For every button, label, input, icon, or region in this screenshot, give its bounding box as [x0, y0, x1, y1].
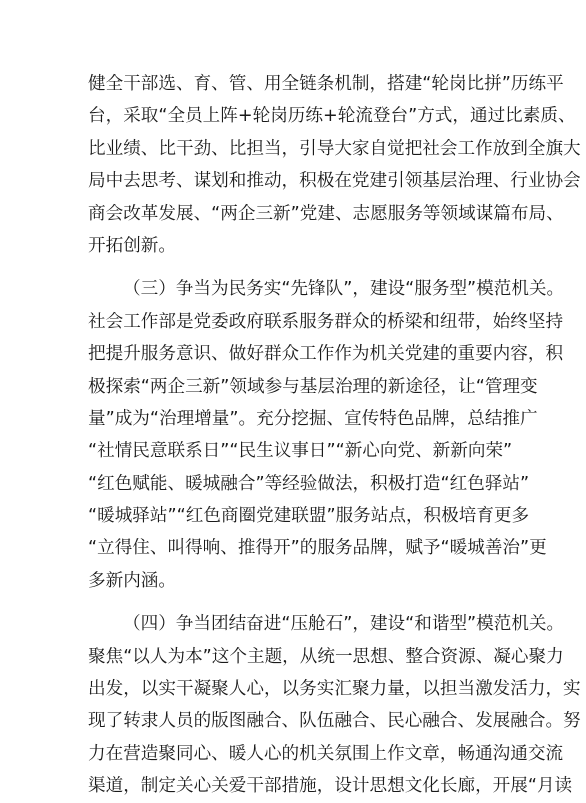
text-line: 极探索“两企三新”领域参与基层治理的新途径，让“管理变: [88, 376, 538, 397]
text-line: 局中去思考、谋划和推动，积极在党建引领基层治理、行业协会: [88, 171, 581, 192]
text-line: 力在营造聚同心、暖人心的机关氛围上作文章，畅通沟通交流: [88, 743, 564, 764]
section-heading-line: （三）争当为民务实“先锋队”，建设“服务型”模范机关。: [123, 279, 565, 300]
paragraph-3: [88, 608, 581, 802]
text-line: “立得住、叫得响、推得开”的服务品牌，赋予“暖城善治”更: [88, 538, 547, 559]
text-line: 渠道，制定关心关爱干部措施，设计思想文化长廊，开展“月读: [88, 776, 573, 797]
text-line: 多新内涵。: [88, 570, 176, 591]
text-line: 聚焦“以人为本”这个主题，从统一思想、整合资源、凝心聚力: [88, 646, 564, 667]
text-line: 出发，以实干凝聚人心，以务实汇聚力量，以担当激发活力，实: [88, 679, 581, 700]
text-line: 量”成为“治理增量”。充分挖掘、宣传特色品牌，总结推广: [88, 408, 538, 429]
text-line: 开拓创新。: [88, 235, 176, 256]
paragraph-spacer: [88, 262, 512, 273]
paragraph-1: [88, 68, 581, 262]
text-line: 把提升服务意识、做好群众工作作为机关党建的重要内容，积: [88, 344, 564, 365]
section-heading-line: （四）争当团结奋进“压舱石”，建设“和谐型”模范机关。: [123, 614, 565, 635]
text-line: “红色赋能、暖城融合”等经验做法，积极打造“红色驿站”: [88, 473, 530, 494]
text-line: 商会改革发展、“两企三新”党建、志愿服务等领域谋篇布局、: [88, 203, 564, 224]
paragraph-2: [88, 273, 565, 597]
text-line: “暖城驿站”“红色商圈党建联盟”服务站点，积极培育更多: [88, 506, 530, 527]
paragraph-spacer: [88, 597, 512, 608]
text-line: 现了转隶人员的版图融合、队伍融合、民心融合、发展融合。努: [88, 711, 581, 732]
text-line: “社情民意联系日”“民生议事日”“新心向党、新新向荣”: [88, 441, 513, 462]
text-line: 健全干部选、育、管、用全链条机制，搭建“轮岗比拼”历练平: [88, 74, 564, 94]
text-line: 社会工作部是党委政府联系服务群众的桥梁和纽带，始终坚持: [88, 311, 564, 332]
text-line: 台，采取“全员上阵+轮岗历练+轮流登台”方式，通过比素质、: [88, 106, 576, 127]
body-text: [88, 68, 581, 803]
text-line: 比业绩、比干劲、比担当，引导大家自觉把社会工作放到全旗大: [88, 138, 581, 159]
